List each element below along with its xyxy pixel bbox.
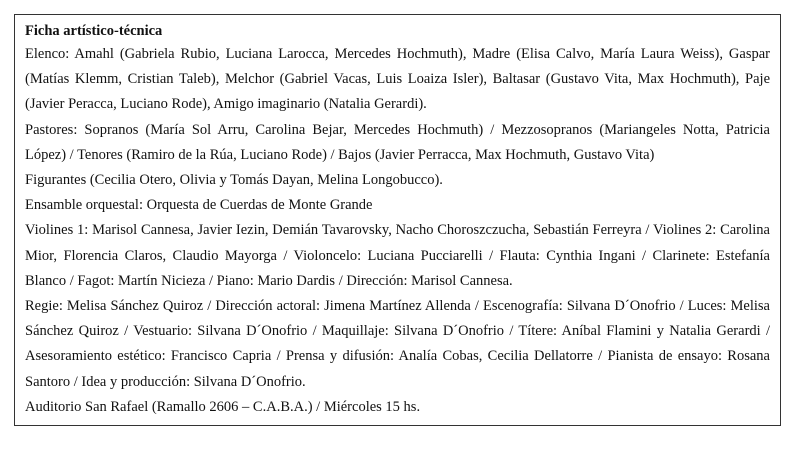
ensemble-paragraph: Ensamble orquestal: Orquesta de Cuerdas de Monte Grande: [25, 197, 373, 214]
credits-box: [14, 14, 781, 426]
document-title: Ficha artístico-técnica: [25, 23, 163, 39]
musicians-paragraph: Violines 1: Marisol Cannesa, Javier Iezin, Demián Tavarovsky, Nacho Choroszczucha, Sebastián Ferreyra / Violines 2: Carolina Mior, Florencia Claros, Claudio Mayorga / Violoncelo: Luciana Pucciarelli / Flauta: Cynthia Ingani / Clarinete: Estefanía Blanco / Fagot: Martín Nicieza / Piano: Mario Dardis / Dirección: Marisol Cannesa.: [25, 222, 770, 289]
cast-paragraph: Elenco: Amahl (Gabriela Rubio, Luciana Larocca, Mercedes Hochmuth), Madre (Elisa Calvo, María Laura Weiss), Gaspar (Matías Klemm, Cristian Taleb), Melchor (Gabriel Vacas, Luis Loaiza Isler), Baltasar (Gustavo Vita, Max Hochmuth), Paje (Javier Peracca, Luciano Rode), Amigo imaginario (Natalia Gerardi).: [25, 46, 770, 113]
extras-paragraph: Figurantes (Cecilia Otero, Olivia y Tomás Dayan, Melina Longobucco).: [25, 172, 443, 189]
shepherds-paragraph: Pastores: Sopranos (María Sol Arru, Carolina Bejar, Mercedes Hochmuth) / Mezzosopranos (Mariangeles Notta, Patricia López) / Tenores (Ramiro de la Rúa, Luciano Rode) / Bajos (Javier Perracca, Max Hochmuth, Gustavo Vita): [25, 121, 770, 163]
venue-paragraph: Auditorio San Rafael (Ramallo 2606 – C.A.B.A.) / Miércoles 15 hs.: [25, 398, 421, 415]
crew-paragraph: Regie: Melisa Sánchez Quiroz / Dirección actoral: Jimena Martínez Allenda / Escenografía: Silvana D´Onofrio / Luces: Melisa Sánchez Quiroz / Vestuario: Silvana D´Onofrio / Maquillaje: Silvana D´Onofrio / Títere: Aníbal Flamini y Natalia Gerardi / Asesoramiento estético: Francisco Capria / Prensa y difusión: Analía Cobas, Cecilia Dellatorre / Pianista de ensayo: Rosana Santoro / Idea y producción: Silvana D´Onofrio.: [25, 298, 770, 390]
